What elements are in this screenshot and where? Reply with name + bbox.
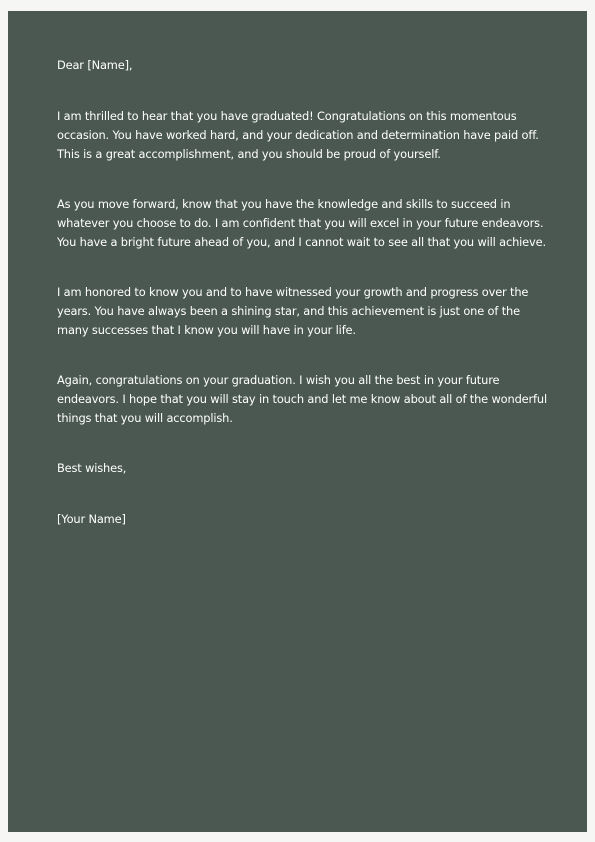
letter-paragraph-2: As you move forward, know that you have the knowledge and skills to succeed in whatever you choose to do. I am confident that you will excel in your future endeavors. You have a bright future ahead of you, and I cannot wait to see all that you will achieve. [57,197,546,249]
letter-paragraph-3: I am honored to know you and to have witnessed your growth and progress over the years. You have always been a shining star, and this achievement is just one of the many successes that I know you will have in your life. [57,285,529,337]
letter-closing: Best wishes, [57,461,127,475]
letter-signature: [Your Name] [57,512,126,526]
letter-paragraph-1: I am thrilled to hear that you have graduated! Congratulations on this momentous occasion. You have worked hard, and your dedication and determination have paid off. This is a great accomplishment, and you should be proud of yourself. [57,109,539,161]
letter-greeting: Dear [Name], [57,58,133,72]
letter-paragraph-4: Again, congratulations on your graduation. I wish you all the best in your future endeavors. I hope that you will stay in touch and let me know about all of the wonderful things that you will accomplish. [57,373,547,425]
letter-page [8,11,587,832]
letter-body [57,56,547,529]
